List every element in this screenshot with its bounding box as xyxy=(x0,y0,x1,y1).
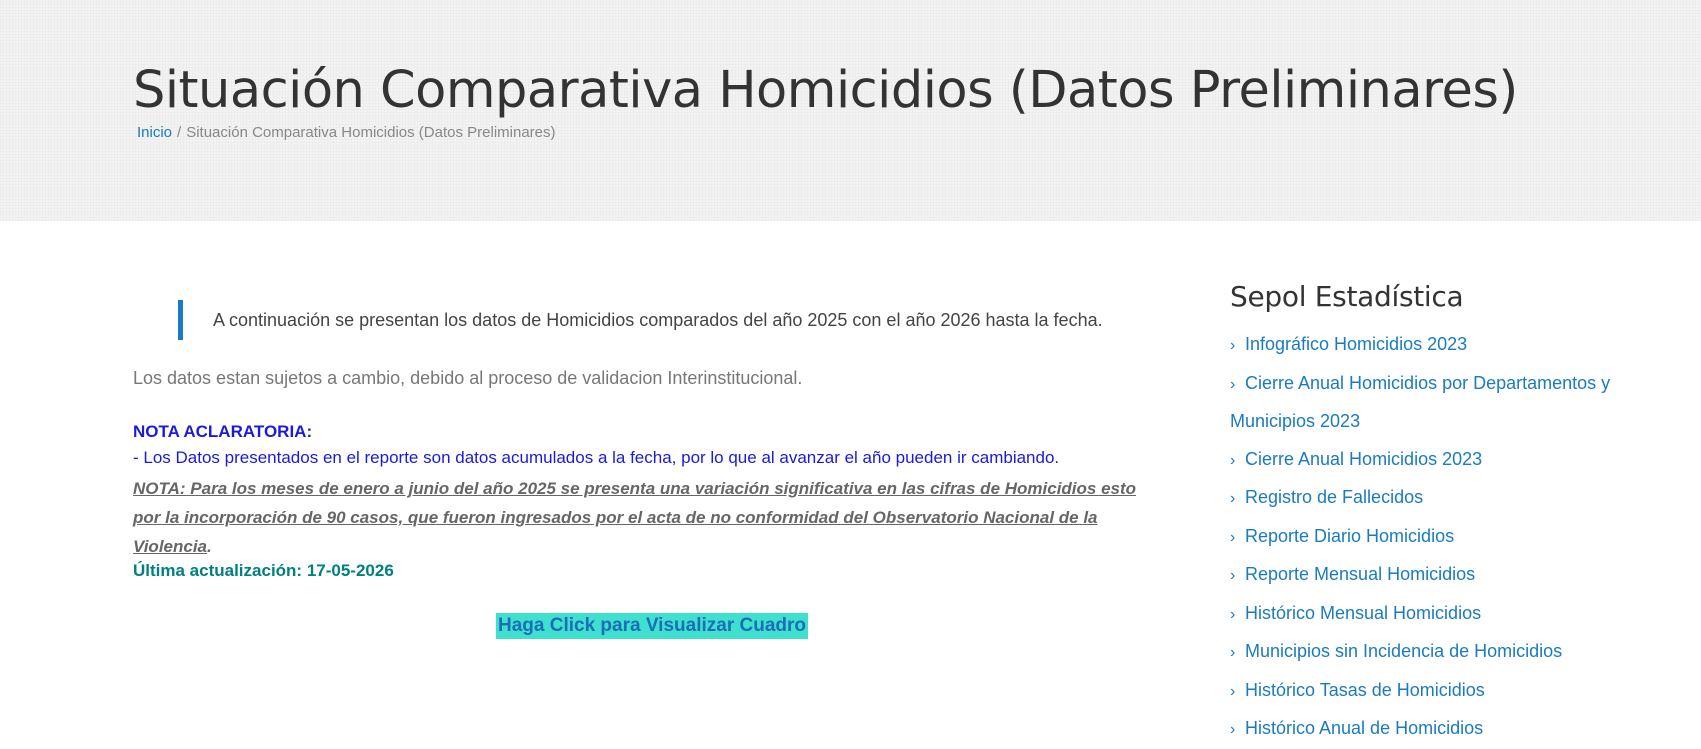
chevron-right-icon: › xyxy=(1230,337,1236,354)
breadcrumb-current: Situación Comparativa Homicidios (Datos Preliminares) xyxy=(186,124,556,141)
sidebar-item[interactable] xyxy=(1230,518,1680,557)
sidebar-item[interactable] xyxy=(1230,556,1680,595)
nota-heading: NOTA ACLARATORIA: xyxy=(133,422,313,441)
sidebar-item-link[interactable]: Municipios sin Incidencia de Homicidios xyxy=(1245,641,1563,661)
sidebar-item-link[interactable]: Histórico Anual de Homicidios xyxy=(1245,718,1484,738)
nota-italic-paragraph xyxy=(133,474,1153,561)
sidebar-item-link[interactable]: Registro de Fallecidos xyxy=(1245,487,1424,507)
nota-line: - Los Datos presentados en el reporte son datos acumulados a la fecha, por lo que al avanzar el año pueden ir cambiando. xyxy=(133,448,1060,467)
chevron-right-icon: › xyxy=(1230,682,1236,700)
breadcrumb-home-link[interactable]: Inicio xyxy=(137,124,173,141)
sidebar-item[interactable] xyxy=(1230,365,1680,441)
sidebar-item[interactable] xyxy=(1230,479,1680,518)
page-header xyxy=(0,0,1701,221)
page-title: Situación Comparativa Homicidios (Datos Preliminares) xyxy=(133,61,1518,120)
sidebar-item[interactable] xyxy=(1230,595,1680,634)
view-table-button[interactable]: Haga Click para Visualizar Cuadro xyxy=(496,613,808,639)
sidebar-item[interactable] xyxy=(1230,441,1680,480)
chevron-right-icon: › xyxy=(1230,567,1236,584)
breadcrumb xyxy=(137,124,556,141)
main-content xyxy=(133,300,1153,639)
sidebar-item[interactable] xyxy=(1230,672,1680,711)
sidebar-item-link[interactable]: Reporte Mensual Homicidios xyxy=(1245,564,1476,584)
last-update: Última actualización: 17-05-2026 xyxy=(133,561,394,580)
sidebar-list xyxy=(1230,326,1680,749)
cta-wrap xyxy=(133,613,1171,639)
chevron-right-icon: › xyxy=(1230,451,1236,469)
sidebar-item-link[interactable]: Cierre Anual Homicidios por Departamentos y Municipios 2023 xyxy=(1230,372,1611,431)
sidebar-item-link[interactable]: Cierre Anual Homicidios 2023 xyxy=(1245,448,1483,469)
intro-text: A continuación se presentan los datos de Homicidios comparados del año 2025 con el año 2026 hasta la fecha. xyxy=(213,309,1103,330)
sidebar-item-link[interactable]: Reporte Diario Homicidios xyxy=(1245,525,1455,546)
intro-blockquote xyxy=(178,300,1153,340)
chevron-right-icon: › xyxy=(1230,644,1236,661)
breadcrumb-separator: / xyxy=(177,124,182,141)
sidebar-item[interactable] xyxy=(1230,326,1680,365)
sidebar-title: Sepol Estadística xyxy=(1230,280,1464,313)
sidebar-item-link[interactable]: Histórico Tasas de Homicidios xyxy=(1245,679,1485,700)
chevron-right-icon: › xyxy=(1230,490,1236,507)
sidebar-item[interactable] xyxy=(1230,710,1680,749)
chevron-right-icon: › xyxy=(1230,528,1236,546)
chevron-right-icon: › xyxy=(1230,375,1236,393)
nota-italic-text: NOTA: Para los meses de enero a junio del año 2025 se presenta una variación significativa en las cifras de Homicidios esto por la incorporación de 90 casos, que fueron ingresados por el acta de no conformidad del Observatorio Nacional de la Violencia xyxy=(133,479,1137,556)
subject-to-change-note: Los datos estan sujetos a cambio, debido al proceso de validacion Interinstitucional. xyxy=(133,368,803,388)
chevron-right-icon: › xyxy=(1230,605,1236,623)
nota-period: . xyxy=(207,537,212,556)
sidebar-item[interactable] xyxy=(1230,633,1680,672)
sidebar-item-link[interactable]: Histórico Mensual Homicidios xyxy=(1245,602,1482,623)
chevron-right-icon: › xyxy=(1230,721,1236,738)
sidebar-item-link[interactable]: Infográfico Homicidios 2023 xyxy=(1245,334,1468,354)
sidebar xyxy=(1230,278,1680,749)
